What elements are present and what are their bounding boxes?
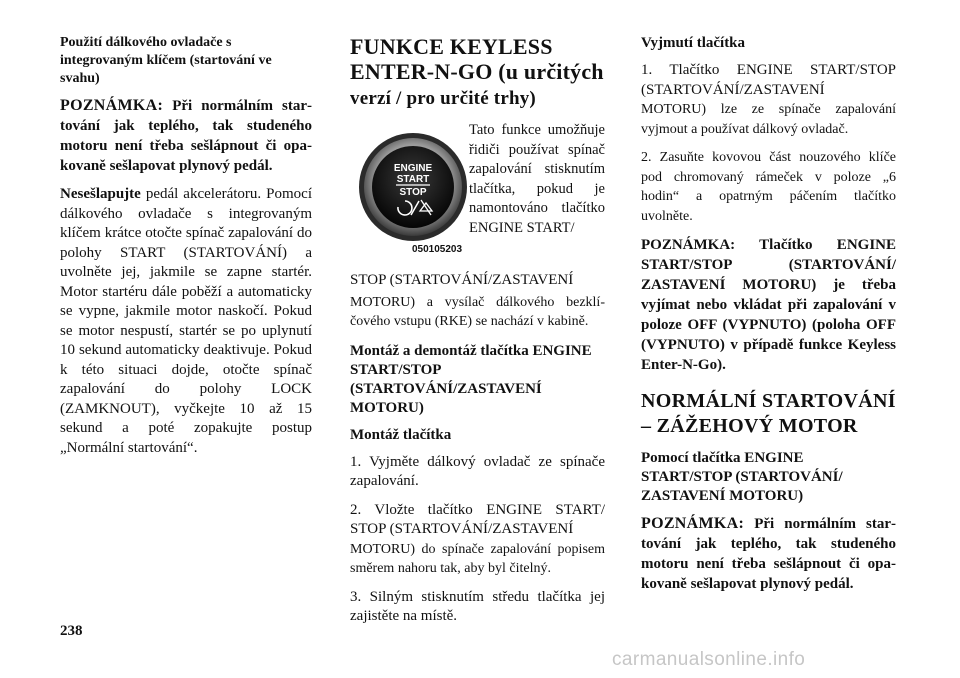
section-title-normal-start xyxy=(641,389,896,439)
left-column xyxy=(60,34,312,467)
title-line: NORMÁLNÍ STARTOVÁNÍ xyxy=(641,390,896,412)
lead-word: Nesešlapujte xyxy=(60,186,141,202)
wrapped-paragraph: Tato funkce umožňuje řidiči používat spínač zapalování stisknutím tlačítka, pokud je namontováno tlačítko ENGINE START/ xyxy=(469,122,605,236)
section-title-keyless xyxy=(350,34,605,111)
title-line: FUNKCE KEYLESS xyxy=(350,34,553,59)
title-line: verzí / pro určité trhy) xyxy=(350,88,536,109)
note-text: Při normálním startování jak teplého, tak studeného motoru není třeba sešlápnout či opakovaně sešlapovat plynový pedál. xyxy=(60,98,312,174)
note-label: POZNÁMKA: xyxy=(641,515,745,532)
note-block xyxy=(60,96,312,176)
step-1: 1. Tlačítko ENGINE START/STOP (STARTOVÁNÍ/ZASTAVENÍ xyxy=(641,62,896,98)
step-1-continued: MOTORU) lze ze spínače zapalování vyjmout a používat dálkový ovladač. xyxy=(641,102,896,137)
step-3: 3. Silným stisknutím středu tlačítka jej zajistěte na místě. xyxy=(350,588,605,624)
note-text: Při normálním startování jak teplého, tak studeného motoru není třeba sešlápnout či opakovaně sešlapovat plynový pedál. xyxy=(641,516,896,592)
page-number: 238 xyxy=(60,623,83,639)
figure-code: 050105203 xyxy=(412,244,463,255)
title-line: ENTER-N-GO (u určitých xyxy=(350,59,604,84)
step-2: 2. Vložte tlačítko ENGINE START/ STOP (STARTOVÁNÍ/ZASTAVENÍ xyxy=(350,501,605,537)
watermark: carmanualsonline.info xyxy=(612,649,806,670)
sub-heading-button: Pomocí tlačítka ENGINE START/STOP (STARTOVÁNÍ/ ZASTAVENÍ MOTORU) xyxy=(641,450,843,504)
body-text: pedál akcelerátoru. Pomocí dálkového ovladače s integrovaným klíčem krátce otočte spínač zapalování do polohy START (STARTOVÁNÍ) a uvolněte jej, jakmile se zapne startér. Motor startéru dále poběží a automaticky se vypne, jakmile motor naskočí. Pokud se motor nespustí, startér se po uplynutí 10 sekund automaticky deaktivuje. Pokud k této situaci dojde, otočte spínač zapalování do polohy LOCK (ZAMKNOUT), vyčkejte 10 až 15 sekund a poté zopakujte postup „Normální startování“. xyxy=(60,186,312,456)
button-label-stop: STOP xyxy=(399,187,427,198)
sub-heading-install: Montáž tlačítka xyxy=(350,426,452,443)
right-column xyxy=(641,34,896,603)
note-block: POZNÁMKA: Tlačítko ENGINE START/STOP (STARTOVÁNÍ/ ZASTAVENÍ MOTORU) je třeba vyjímat nebo vkládat při zapalování v poloze OFF (VYPNUTO) (poloha OFF (VYPNUTO) v případě funkce Keyless Enter-N-Go). xyxy=(641,237,896,373)
step-1: 1. Vyjměte dálkový ovladač ze spínače zapalování. xyxy=(350,453,605,489)
button-label-start: START xyxy=(396,174,430,185)
paragraph-continuation: MOTORU) a vysílač dálkového bezklíčového vstupu (RKE) se nachází v kabině. xyxy=(350,294,605,329)
sub-heading-mounting: Montáž a demontáž tlačítka ENGINE START/STOP (STARTOVÁNÍ/ZASTAVENÍ MOTORU) xyxy=(350,342,592,416)
note-label: POZNÁMKA: xyxy=(60,97,164,114)
section-heading-hill-start: Použití dálkového ovladače s integrovaným klíčem (startování ve svahu) xyxy=(60,35,272,86)
step-2-continued: MOTORU) do spínače zapalování popisem směrem nahoru tak, aby byl čitelný. xyxy=(350,541,605,576)
note-block xyxy=(641,514,896,594)
sub-heading-removal: Vyjmutí tlačítka xyxy=(641,35,746,51)
button-label-engine: ENGINE xyxy=(393,163,433,174)
title-line: – ZÁŽEHOVÝ MOTOR xyxy=(641,415,858,437)
paragraph-continuation: STOP (STARTOVÁNÍ/ZASTAVENÍ xyxy=(350,272,574,288)
middle-column xyxy=(350,34,605,636)
step-2: 2. Zasuňte kovovou část nouzového klíče pod chromovaný rámeček v poloze „6 hodin“ a opatrným páčením tlačítko uvolněte. xyxy=(641,150,896,224)
figure-block xyxy=(350,121,605,271)
body-paragraph xyxy=(60,185,312,458)
